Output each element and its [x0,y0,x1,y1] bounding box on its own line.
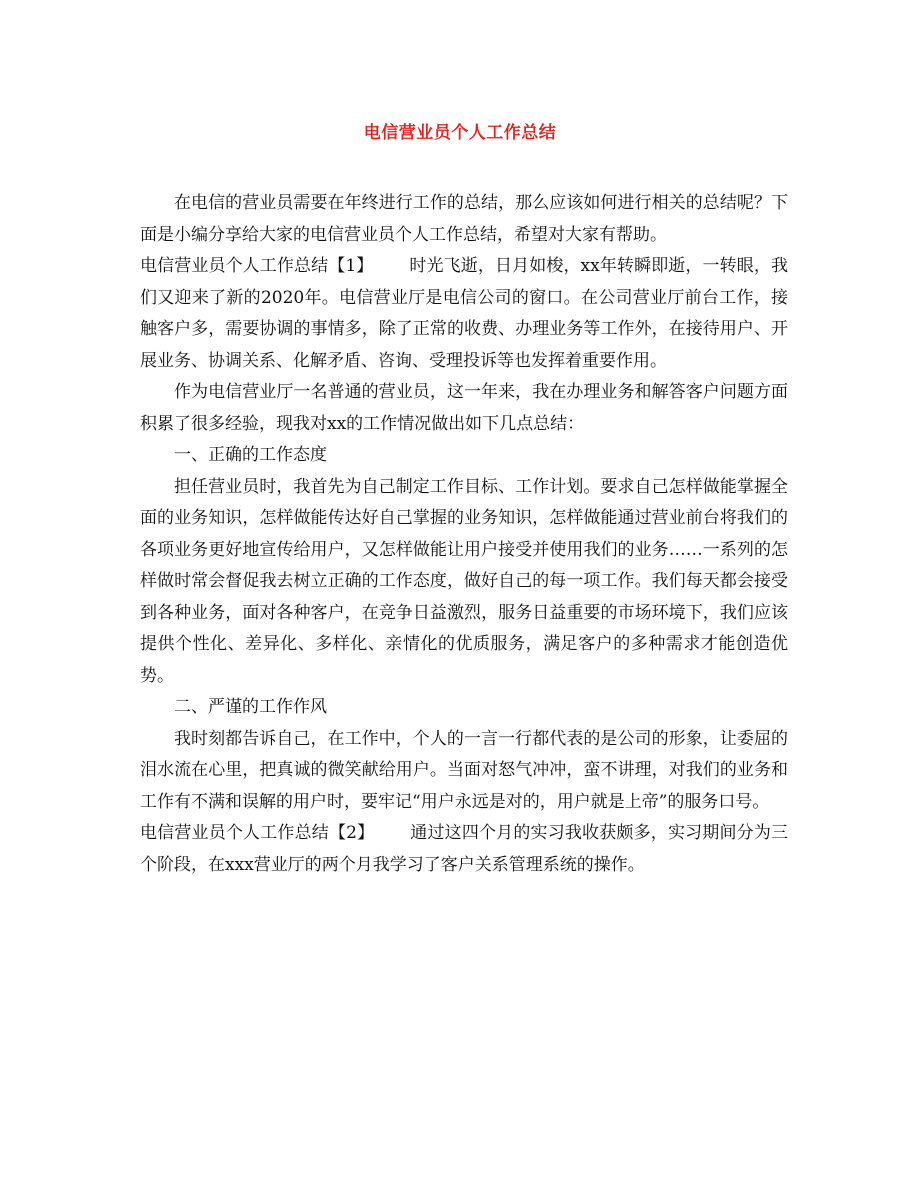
subheading-2: 二、严谨的工作作风 [174,697,327,717]
section1-heading: 电信营业员个人工作总结【1】 [140,256,374,276]
document-body [140,188,788,881]
section1-paragraph [140,251,788,377]
section2-paragraph [140,818,788,881]
document-title: 电信营业员个人工作总结 [363,123,557,143]
section2-text: 通过这四个月的实习我收获颇多，实习期间分为三个阶段，在xxx营业厅的两个月我学习了客户关系管理系统的操作。 [140,823,788,875]
paragraph-2: 作为电信营业厅一名普通的营业员，这一年来，我在办理业务和解答客户问题方面积累了很多经验，现我对xx的工作情况做出如下几点总结： [140,382,788,434]
section2-heading: 电信营业员个人工作总结【2】 [140,823,375,843]
paragraph-3: 担任营业员时，我首先为自己制定工作目标、工作计划。要求自己怎样做能掌握全面的业务知识，怎样做能传达好自己掌握的业务知识，怎样做能通过营业前台将我们的各项业务更好地宣传给用户，又怎样做能让用户接受并使用我们的业务……一系列的怎样做时常会督促我去树立正确的工作态度，做好自己的每一项工作。我们每天都会接受到各种业务，面对各种客户，在竞争日益激烈，服务日益重要的市场环境下，我们应该提供个性化、差异化、多样化、亲情化的优质服务，满足客户的多种需求才能创造优势。 [140,476,788,686]
paragraph-4: 我时刻都告诉自己，在工作中，个人的一言一行都代表的是公司的形象，让委屈的泪水流在心里，把真诚的微笑献给用户。当面对怒气冲冲，蛮不讲理，对我们的业务和工作有不满和误解的用户时，要牢记“用户永远是对的，用户就是上帝”的服务口号。 [140,728,788,812]
intro-paragraph: 在电信的营业员需要在年终进行工作的总结，那么应该如何进行相关的总结呢？下面是小编分享给大家的电信营业员个人工作总结，希望对大家有帮助。 [140,193,788,245]
section1-text: 时光飞逝，日月如梭，xx年转瞬即逝，一转眼，我们又迎来了新的2020年。电信营业厅是电信公司的窗口。在公司营业厅前台工作，接触客户多，需要协调的事情多，除了正常的收费、办理业务等工作外，在接待用户、开展业务、协调关系、化解矛盾、咨询、受理投诉等也发挥着重要作用。 [140,256,788,371]
subheading-1: 一、正确的工作态度 [174,445,327,465]
